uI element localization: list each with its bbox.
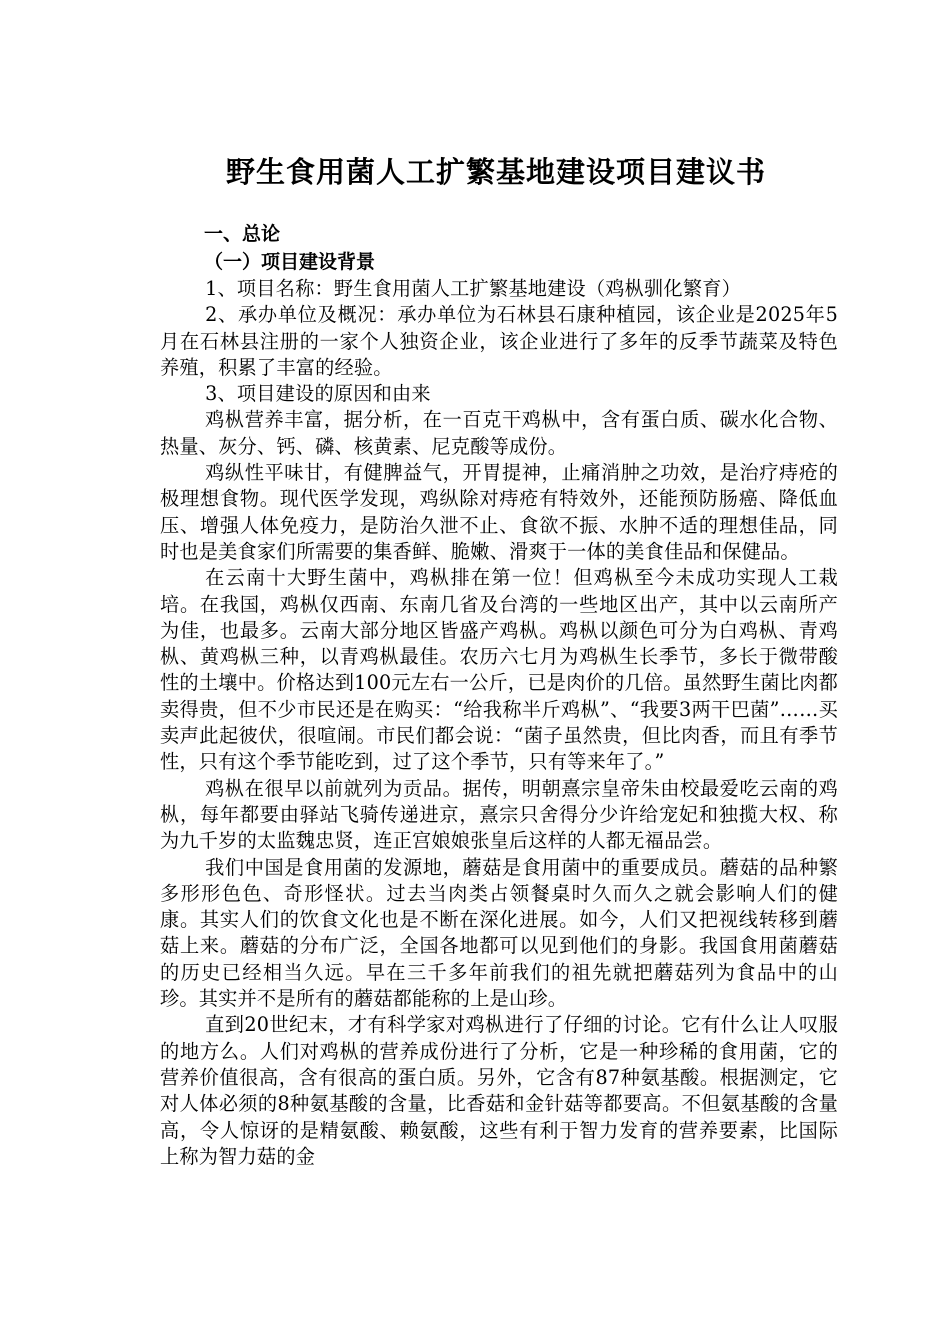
paragraph-organizer: 2、承办单位及概况：承办单位为石林县石康种植园，该企业是2025年5月在石林县注册的一家个人独资企业，该企业进行了多年的反季节蔬菜及特色养殖，积累了丰富的经验。 [160, 303, 838, 379]
section-heading-overview: 一、总论 [204, 223, 281, 245]
paragraph-scientific-research: 直到20世纪末，才有科学家对鸡枞进行了仔细的讨论。它有什么让人叹服的地方么。人们对鸡枞的营养成份进行了分析，它是一种珍稀的食用菌，它的营养价值很高，含有很高的蛋白质。另外，它含有87种氨基酸。根据测定，它对人体必须的8种氨基酸的含量，比香菇和金针菇等都要高。不但氨基酸的含量高，令人惊讶的是精氨酸、赖氨酸，这些有利于智力发育的营养要素，比国际上称为智力菇的金 [160, 1013, 838, 1168]
paragraph-project-name: 1、项目名称：野生食用菌人工扩繁基地建设（鸡枞驯化繁育） [205, 277, 741, 300]
document-title: 野生食用菌人工扩繁基地建设项目建议书 [225, 155, 766, 189]
paragraph-nutrition: 鸡枞营养丰富，据分析，在一百克干鸡枞中，含有蛋白质、碳水化合物、热量、灰分、钙、磷、核黄素、尼克酸等成份。 [160, 408, 838, 458]
paragraph-history-tribute: 鸡枞在很早以前就列为贡品。据传，明朝熹宗皇帝朱由校最爱吃云南的鸡枞，每年都要由驿站飞骑传递进京，熹宗只舍得分少许给宠妃和独揽大权、称为九千岁的太监魏忠贤，连正宫娘娘张皇后这样的人都无福品尝。 [160, 776, 838, 853]
subsection-heading-background: （一）项目建设背景 [204, 251, 376, 273]
paragraph-yunnan-market: 在云南十大野生菌中，鸡枞排在第一位！但鸡枞至今未成功实现人工栽培。在我国，鸡枞仅西南、东南几省及台湾的一些地区出产，其中以云南所产为佳，也最多。云南大部分地区皆盛产鸡枞。鸡枞以颜色可分为白鸡枞、青鸡枞、黄鸡枞三种，以青鸡枞最佳。农历六七月为鸡枞生长季节，多长于微带酸性的土壤中。价格达到100元左右一公斤，已是肉价的几倍。虽然野生菌比肉都卖得贵，但不少市民还是在购买：“给我称半斤鸡枞”、“我要3两干巴菌”……买卖声此起彼伏，很喧闹。市民们都会说：“菌子虽然贵，但比肉香，而且有季节性，只有这个季节能吃到，过了这个季节，只有等来年了。” [160, 566, 838, 774]
document-body [160, 218, 838, 1170]
paragraph-mushroom-culture: 我们中国是食用菌的发源地，蘑菇是食用菌中的重要成员。蘑菇的品种繁多形形色色、奇形怪状。过去当肉类占领餐桌时久而久之就会影响人们的健康。其实人们的饮食文化也是不断在深化进展。如今，人们又把视线转移到蘑菇上来。蘑菇的分布广泛，全国各地都可以见到他们的身影。我国食用菌蘑菇的历史已经相当久远。早在三千多年前我们的祖先就把蘑菇列为食品中的山珍。其实并不是所有的蘑菇都能称的上是山珍。 [160, 855, 838, 1011]
paragraph-health-benefits: 鸡纵性平味甘，有健脾益气，开胃提神，止痛消肿之功效，是治疗痔疮的极理想食物。现代医学发现，鸡纵除对痔疮有特效外，还能预防肠癌、降低血压、增强人体免疫力，是防治久泄不止、食欲不振、水肿不适的理想佳品，同时也是美食家们所需要的集香鲜、脆嫩、滑爽于一体的美食佳品和保健品。 [160, 461, 838, 563]
paragraph-reason-heading: 3、项目建设的原因和由来 [205, 382, 431, 406]
